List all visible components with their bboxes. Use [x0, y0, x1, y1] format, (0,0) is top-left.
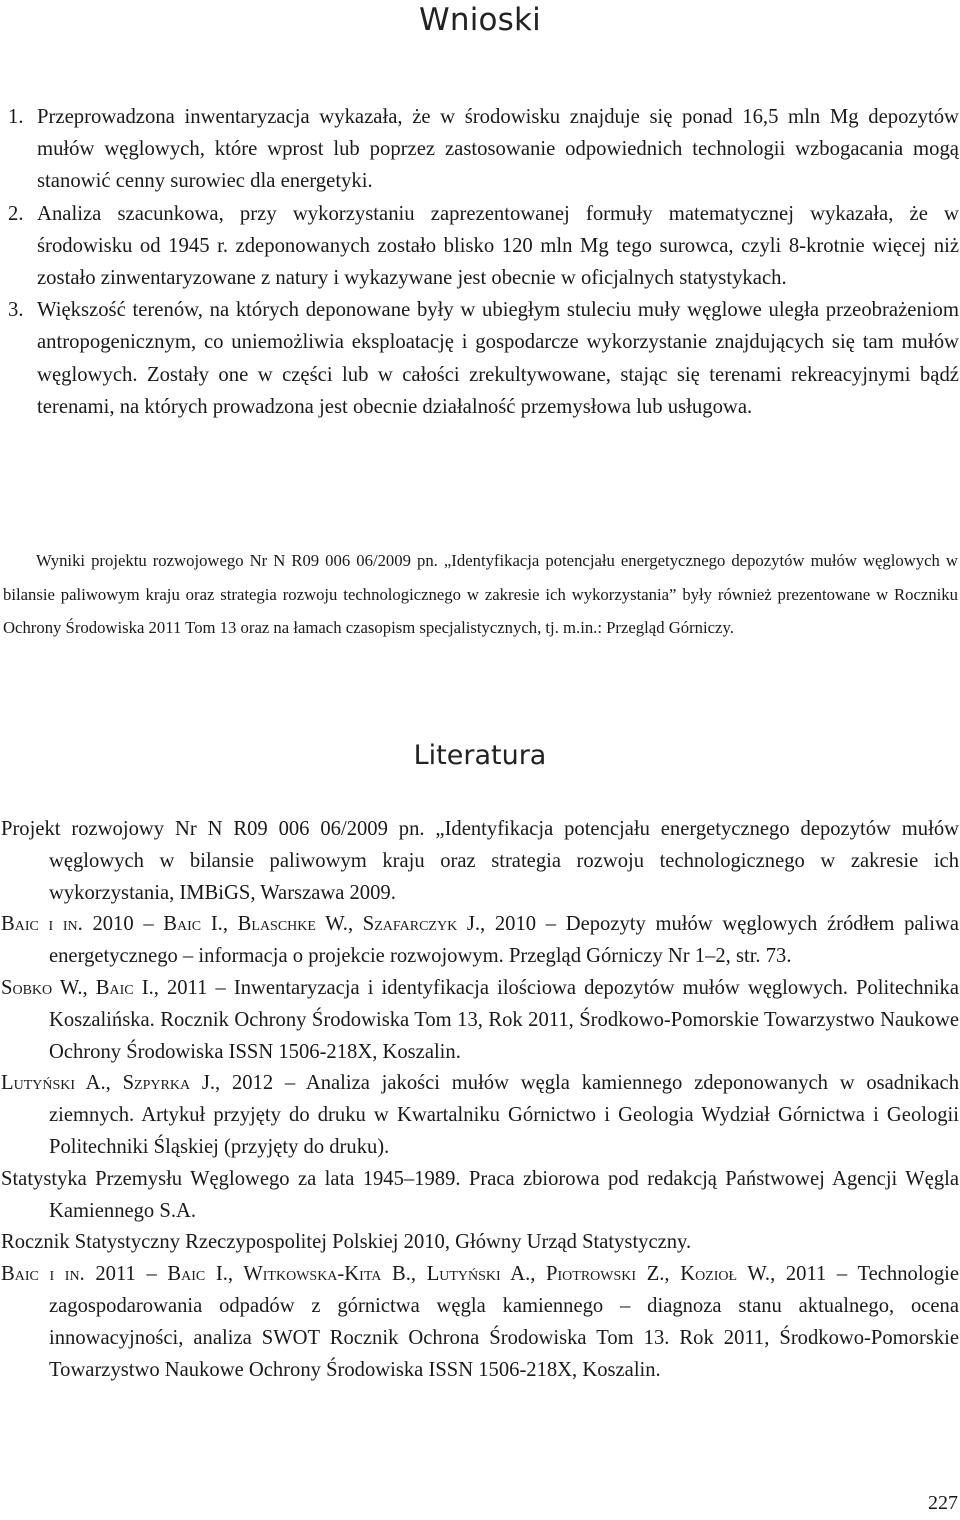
conclusions-list: [8, 101, 959, 423]
conclusion-item: [8, 101, 959, 198]
conclusion-item: [8, 198, 959, 295]
conclusion-number: 1.: [8, 106, 24, 128]
reference-item: [1, 814, 959, 909]
reference-authors: Baic i in. 2010 – Baic I., Blaschke W., Szafarczyk J.: [1, 913, 481, 936]
literature-heading: Literatura: [413, 740, 547, 771]
reference-text: Statystyka Przemysłu Węglowego za lata 1945–1989. Praca zbiorowa pod redakcją Państwowej Agencji Węgla Kamiennego S.A.: [1, 1167, 959, 1222]
conclusion-text: Przeprowadzona inwentaryzacja wykazała, że w środowisku znajduje się ponad 16,5 mln Mg depozytów mułów węglowych, które wprost lub poprzez zastosowanie odpowiednich technologii wzbogacania mogą stanowić cenny surowiec dla energetyki.: [37, 106, 959, 193]
reference-authors: Baic i in. 2011 – Baic I., Witkowska-Kita B., Lutyński A., Piotrowski Z., Kozioł W.: [1, 1263, 771, 1286]
reference-authors: Sobko W., Baic I.: [1, 976, 154, 999]
conclusions-heading: Wnioski: [419, 2, 541, 38]
references-list: [1, 814, 959, 1386]
reference-item: [1, 973, 959, 1068]
reference-text: , 2011 – Inwentaryzacja i identyfikacja ilościowa depozytów mułów węglowych. Politechnika Koszalińska. Rocznik Ochrony Środowiska Tom 13, Rok 2011, Środkowo-Pomorskie Towarzystwo Naukowe Ochrony Środowiska ISSN 1506-218X, Koszalin.: [49, 976, 959, 1063]
reference-text: Rocznik Statystyczny Rzeczypospolitej Polskiej 2010, Główny Urząd Statystyczny.: [1, 1231, 692, 1254]
reference-text: , 2010 – Depozyty mułów węglowych źródłem paliwa energetycznego – informacja o projekcie rozwojowym. Przegląd Górniczy Nr 1–2, str. 73.: [49, 913, 959, 968]
page-number: 227: [928, 1492, 958, 1514]
reference-item: [1, 1259, 959, 1386]
conclusion-text: Większość terenów, na których deponowane były w ubiegłym stuleciu muły węglowe uległa przeobrażeniom antropogenicznym, co uniemożliwia eksploatację i gospodarcze wykorzystanie znajdujących się tam mułów węglowych. Zostały one w części lub w całości zrekultywowane, stając się terenami rekreacyjnymi bądź terenami, na których prowadzona jest obecnie działalność przemysłowa lub usługowa.: [37, 299, 959, 418]
conclusion-number: 2.: [8, 202, 24, 225]
conclusion-text: Analiza szacunkowa, przy wykorzystaniu zaprezentowanej formuły matematycznej wykazała, że w środowisku od 1945 r. zdeponowanych zostało blisko 120 mln Mg tego surowca, czyli 8-krotnie więcej niż zostało zinwentaryzowane z natury i wykazywane jest obecnie w oficjalnych statystykach.: [37, 202, 959, 290]
reference-authors: Lutyński A., Szpyrka J.: [1, 1072, 216, 1095]
reference-item: [1, 1227, 959, 1259]
conclusion-item: [8, 294, 959, 423]
reference-text: , 2011 – Technologie zagospodarowania odpadów z górnictwa węgla kamiennego – diagnoza stanu aktualnego, ocena innowacyjności, analiza SWOT Rocznik Ochrona Środowiska Tom 13. Rok 2011, Środkowo-Pomorskie Towarzystwo Naukowe Ochrony Środowiska ISSN 1506-218X, Koszalin.: [49, 1263, 959, 1381]
reference-item: [1, 1068, 959, 1163]
reference-item: [1, 1164, 959, 1228]
project-note: Wyniki projektu rozwojowego Nr N R09 006 06/2009 pn. „Identyfikacja potencjału energetycznego depozytów mułów węglowych w bilansie paliwowym kraju oraz strategia rozwoju technologicznego w zakresie ich wykorzystania” były również prezentowane w Roczniku Ochrony Środowiska 2011 Tom 13 oraz na łamach czasopism specjalistycznych, tj. m.in.: Przegląd Górniczy.: [3, 551, 958, 637]
conclusion-number: 3.: [8, 299, 24, 322]
reference-text: , 2012 – Analiza jakości mułów węgla kamiennego zdeponowanych w osadnikach ziemnych. Artykuł przyjęty do druku w Kwartalniku Górnictwo i Geologia Wydział Górnictwa i Geologii Politechniki Śląskiej (przyjęty do druku).: [49, 1072, 959, 1158]
reference-item: [1, 909, 959, 973]
reference-text: Projekt rozwojowy Nr N R09 006 06/2009 pn. „Identyfikacja potencjału energetycznego depozytów mułów węglowych w bilansie paliwowym kraju oraz strategia rozwoju technologicznego w zakresie ich wykorzystania, IMBiGS, Warszawa 2009.: [1, 818, 959, 904]
